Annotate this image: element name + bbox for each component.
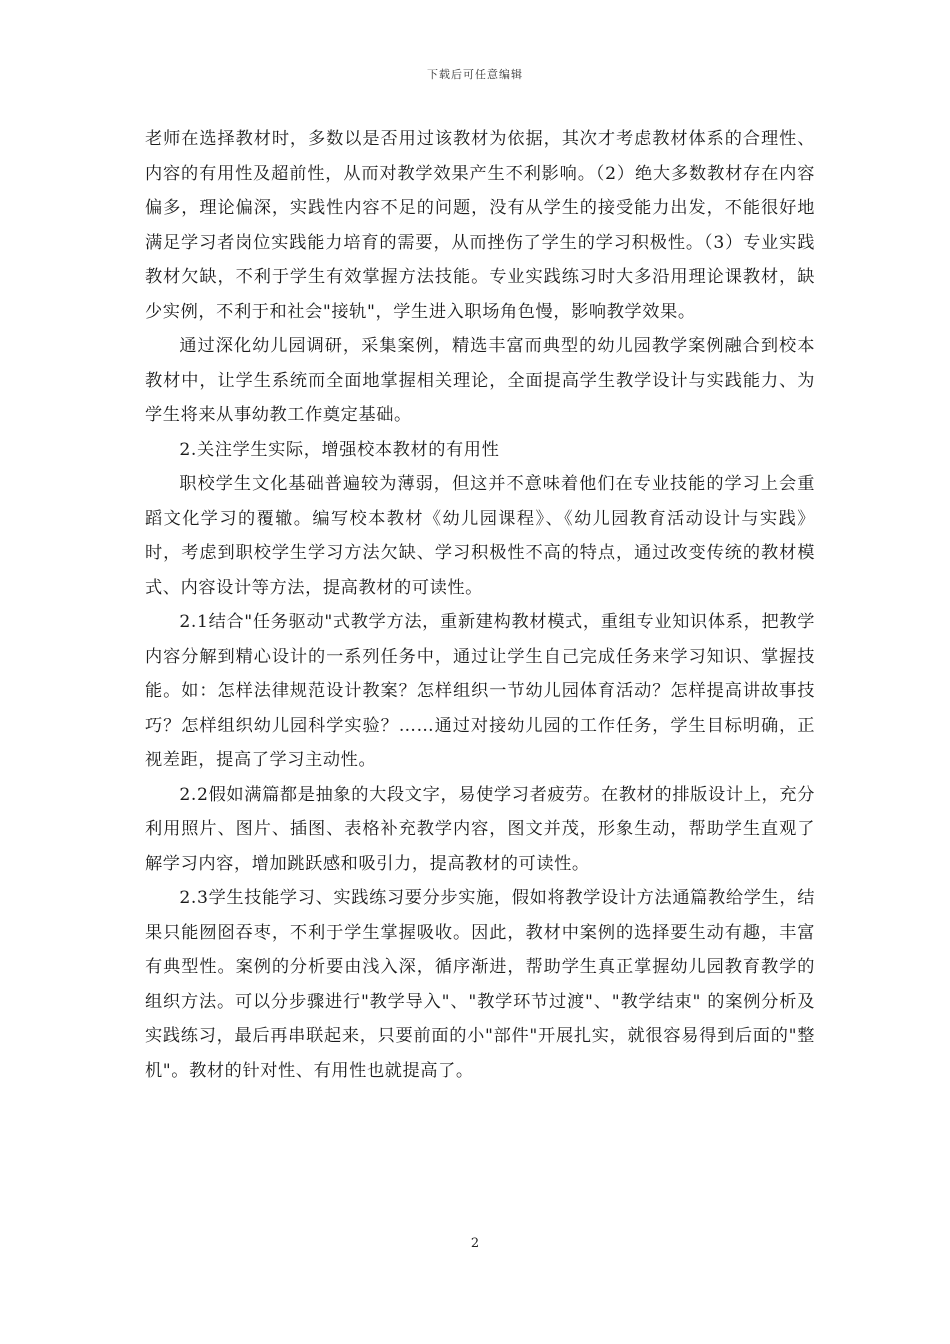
- paragraph: 2.1结合"任务驱动"式教学方法，重新建构教材模式，重组专业知识体系，把教学内容分解到精心设计的一系列任务中，通过让学生自己完成任务来学习知识、掌握技能。如：怎样法律规范设计教案？怎样组织一节幼儿园体育活动？怎样提高讲故事技巧？怎样组织幼儿园科学实验？……通过对接幼儿园的工作任务，学生目标明确，正视差距，提高了学习主动性。: [145, 612, 815, 770]
- paragraph-continuation: 老师在选择教材时，多数以是否用过该教材为依据，其次才考虑教材体系的合理性、内容的有用性及超前性，从而对教学效果产生不利影响。（2）绝大多数教材存在内容偏多，理论偏深，实践性内容不足的问题，没有从学生的接受能力出发，不能很好地满足学习者岗位实践能力培育的需要，从而挫伤了学生的学习积极性。（3）专业实践教材欠缺，不利于学生有效掌握方法技能。专业实践练习时大多沿用理论课教材，缺少实例，不利于和社会"接轨"，学生进入职场角色慢，影响教学效果。: [145, 129, 815, 322]
- section-heading: 2.关注学生实际，增强校本教材的有用性: [179, 439, 500, 460]
- document-body: [145, 122, 815, 1088]
- paragraph: 2.2假如满篇都是抽象的大段文字，易使学习者疲劳。在教材的排版设计上，充分利用照片、图片、插图、表格补充教学内容，图文并茂，形象生动，帮助学生直观了解学习内容，增加跳跃感和吸引力，提高教材的可读性。: [145, 784, 815, 874]
- paragraph: 职校学生文化基础普遍较为薄弱，但这并不意味着他们在专业技能的学习上会重蹈文化学习的覆辙。编写校本教材《幼儿园课程》、《幼儿园教育活动设计与实践》时，考虑到职校学生学习方法欠缺、学习积极性不高的特点，通过改变传统的教材模式、内容设计等方法，提高教材的可读性。: [145, 474, 815, 598]
- page-header: 下载后可任意编辑: [427, 68, 523, 81]
- paragraph: 2.3学生技能学习、实践练习要分步实施，假如将教学设计方法通篇教给学生，结果只能囫囵吞枣，不利于学生掌握吸收。因此，教材中案例的选择要生动有趣，丰富有典型性。案例的分析要由浅入深，循序渐进，帮助学生真正掌握幼儿园教育教学的组织方法。可以分步骤进行"教学导入"、"教学环节过渡"、"教学结束" 的案例分析及实践练习，最后再串联起来，只要前面的小"部件"开展扎实，就很容易得到后面的"整机"。教材的针对性、有用性也就提高了。: [145, 888, 815, 1081]
- page-number: 2: [470, 1236, 480, 1251]
- paragraph: 通过深化幼儿园调研，采集案例，精选丰富而典型的幼儿园教学案例融合到校本教材中，让学生系统而全面地掌握相关理论，全面提高学生教学设计与实践能力、为学生将来从事幼教工作奠定基础。: [145, 336, 815, 425]
